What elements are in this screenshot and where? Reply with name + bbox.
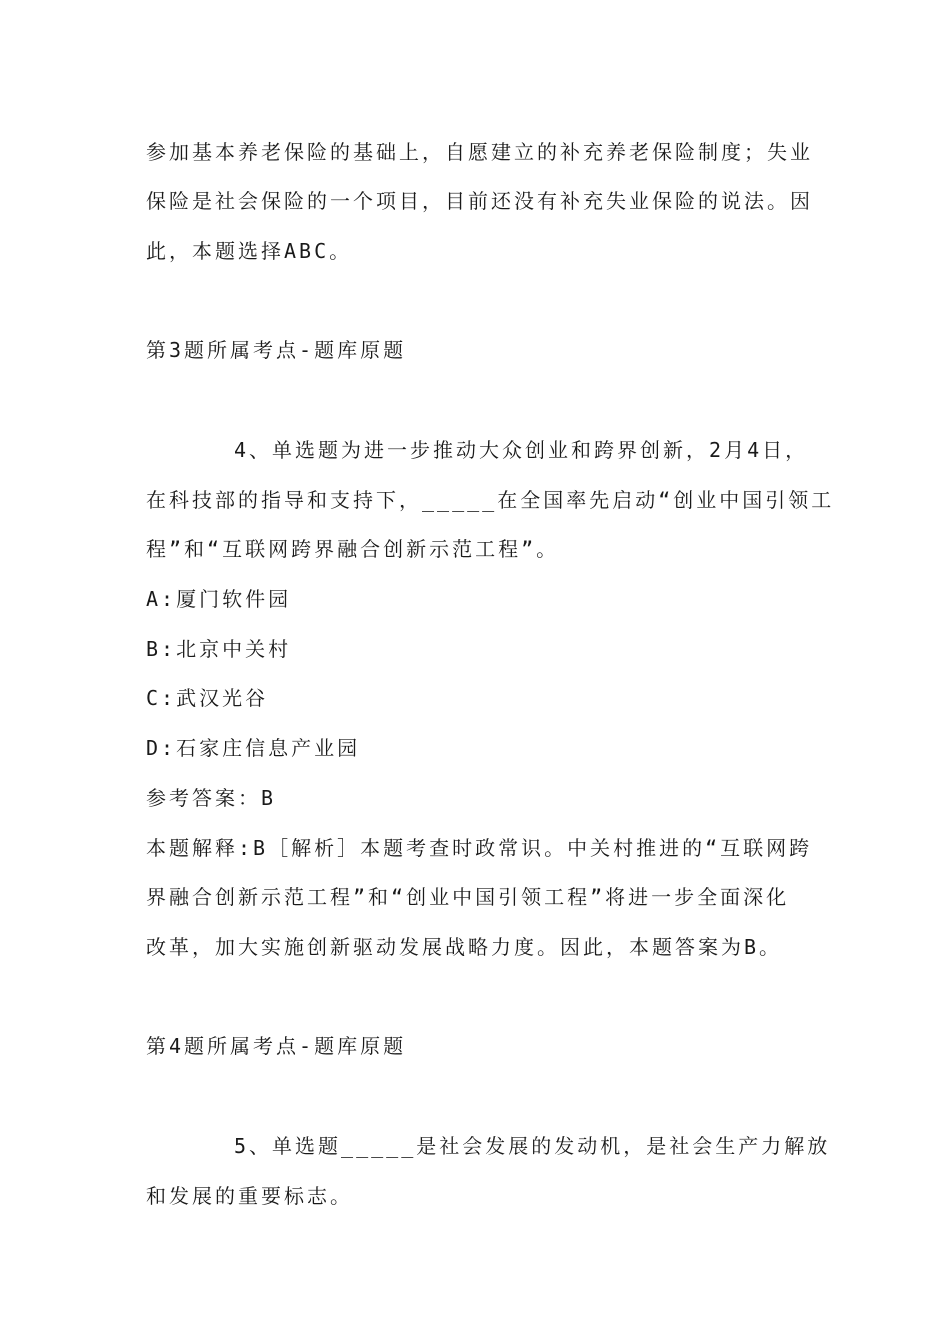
option-b: B:北京中关村 bbox=[146, 637, 292, 661]
section-heading: 第4题所属考点-题库原题 bbox=[146, 1034, 407, 1058]
paragraph-line: 保险是社会保险的一个项目，目前还没有补充失业保险的说法。因 bbox=[146, 189, 813, 213]
paragraph-line: 此，本题选择ABC。 bbox=[146, 239, 353, 263]
reference-answer: 参考答案：B bbox=[146, 786, 277, 810]
option-c: C:武汉光谷 bbox=[146, 686, 269, 710]
explanation-line: 改革，加大实施创新驱动发展战略力度。因此，本题答案为B。 bbox=[146, 935, 783, 959]
question-text: 程”和“互联网跨界融合创新示范工程”。 bbox=[146, 537, 560, 561]
paragraph-line: 参加基本养老保险的基础上，自愿建立的补充养老保险制度；失业 bbox=[146, 140, 813, 164]
question-text: 在科技部的指导和支持下，_____在全国率先启动“创业中国引领工 bbox=[146, 488, 835, 512]
section-heading: 第3题所属考点-题库原题 bbox=[146, 338, 407, 362]
option-a: A:厦门软件园 bbox=[146, 587, 292, 611]
option-d: D:石家庄信息产业园 bbox=[146, 736, 361, 760]
question-text: 5、单选题_____是社会发展的发动机，是社会生产力解放 bbox=[234, 1134, 831, 1158]
explanation-line: 界融合创新示范工程”和“创业中国引领工程”将进一步全面深化 bbox=[146, 885, 790, 909]
question-text: 4、单选题为进一步推动大众创业和跨界创新，2月4日， bbox=[234, 438, 809, 462]
question-text: 和发展的重要标志。 bbox=[146, 1184, 353, 1208]
explanation-line: 本题解释:B［解析］本题考查时政常识。中关村推进的“互联网跨 bbox=[146, 836, 813, 860]
